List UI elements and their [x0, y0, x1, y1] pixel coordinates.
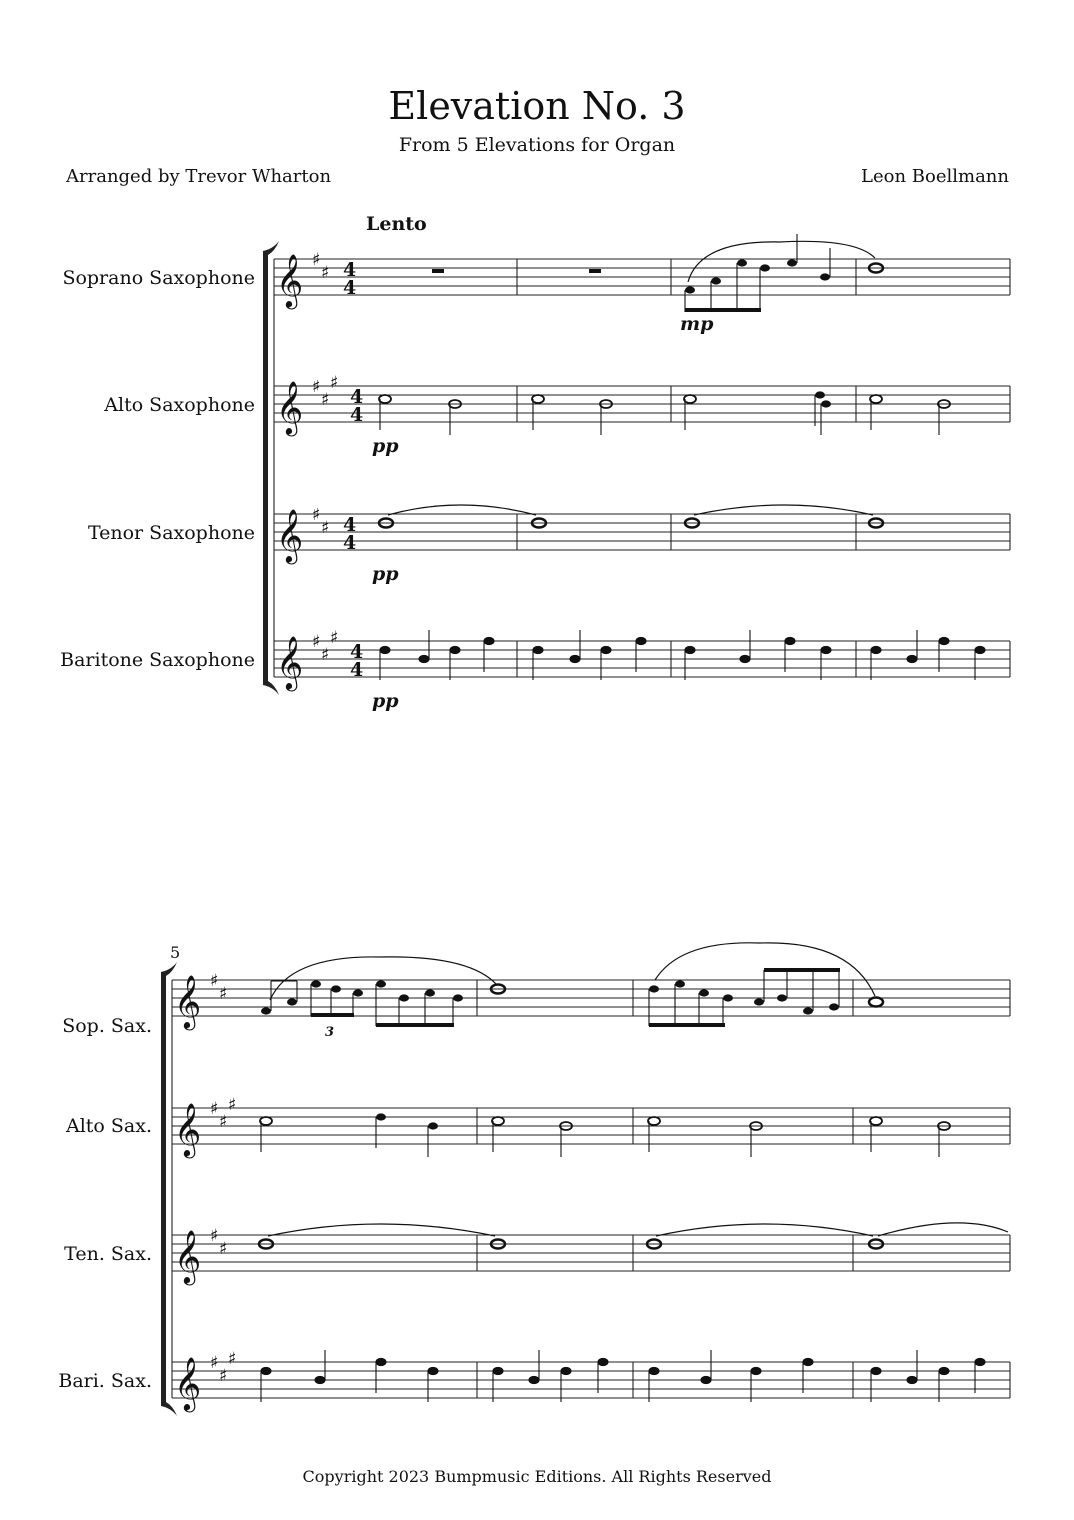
- time-sig-top: 4: [343, 514, 357, 536]
- svg-text:♯: ♯: [321, 645, 330, 665]
- dynamic-mp: mp: [680, 313, 714, 335]
- svg-text:♯: ♯: [219, 1239, 228, 1259]
- system-1: [274, 259, 1010, 677]
- svg-text:♯: ♯: [330, 373, 339, 393]
- soprano-notes-system-1: [432, 234, 883, 312]
- tempo-marking: Lento: [366, 213, 427, 235]
- score-subtitle: From 5 Elevations for Organ: [398, 134, 676, 156]
- key-signatures-system-2: [210, 971, 236, 1386]
- system-2: [172, 980, 1010, 1398]
- staff-tenor-2: [172, 1235, 1010, 1271]
- time-sig-bottom: 4: [343, 277, 357, 299]
- svg-text:♯: ♯: [312, 377, 321, 397]
- instrument-label-alto: Alto Saxophone: [104, 394, 255, 416]
- staff-soprano-2: [172, 980, 1010, 1016]
- time-sig-bottom: 4: [343, 532, 357, 554]
- tuplet-number: 3: [325, 1025, 335, 1040]
- svg-text:♯: ♯: [219, 984, 228, 1004]
- staff-alto: [274, 386, 1010, 422]
- treble-clefs-system-1: [276, 253, 303, 691]
- bracket-system-1: [263, 241, 279, 695]
- svg-text:♯: ♯: [321, 518, 330, 538]
- instrument-label-soprano: Soprano Saxophone: [62, 267, 255, 289]
- score-title: Elevation No. 3: [388, 84, 686, 128]
- svg-text:𝄞: 𝄞: [276, 253, 304, 307]
- instrument-label-baritone-short: Bari. Sax.: [58, 1370, 152, 1392]
- svg-text:𝄞: 𝄞: [174, 1356, 202, 1410]
- staff-soprano: [274, 259, 1010, 295]
- staff-alto-2: [172, 1108, 1010, 1144]
- svg-text:♯: ♯: [219, 1366, 228, 1386]
- svg-text:♯: ♯: [210, 1099, 219, 1119]
- time-sig-bottom: 4: [350, 659, 364, 681]
- svg-text:♯: ♯: [210, 1353, 219, 1373]
- svg-text:♯: ♯: [228, 1095, 237, 1115]
- svg-text:♯: ♯: [228, 1349, 237, 1369]
- instrument-label-baritone: Baritone Saxophone: [60, 649, 255, 671]
- instrument-label-tenor-short: Ten. Sax.: [64, 1243, 152, 1265]
- time-sig-bottom: 4: [350, 404, 364, 426]
- svg-text:♯: ♯: [210, 1226, 219, 1246]
- svg-text:♯: ♯: [210, 971, 219, 991]
- svg-text:♯: ♯: [219, 1112, 228, 1132]
- instrument-label-soprano-short: Sop. Sax.: [62, 1015, 152, 1037]
- key-signatures-system-1: [312, 250, 338, 665]
- time-sig-top: 4: [350, 641, 364, 663]
- svg-text:𝄞: 𝄞: [174, 1229, 202, 1283]
- svg-text:𝄞: 𝄞: [174, 1102, 202, 1156]
- svg-text:♯: ♯: [321, 390, 330, 410]
- svg-text:♯: ♯: [321, 263, 330, 283]
- barlines-system-1: [274, 259, 1010, 677]
- svg-text:♯: ♯: [312, 250, 321, 270]
- bracket-system-2: [161, 962, 177, 1416]
- tenor-notes-system-1: [379, 505, 883, 528]
- dynamic-pp: pp: [372, 690, 399, 712]
- svg-text:𝄞: 𝄞: [276, 635, 304, 689]
- time-sig-top: 4: [343, 259, 357, 281]
- barlines-system-2: [172, 980, 1010, 1398]
- svg-text:♯: ♯: [330, 628, 339, 648]
- dynamic-pp: pp: [372, 435, 399, 457]
- arranger-credit: Arranged by Trevor Wharton: [66, 166, 332, 187]
- baritone-notes-system-1: [380, 630, 985, 680]
- dynamic-pp: pp: [372, 563, 399, 585]
- svg-text:𝄞: 𝄞: [174, 974, 202, 1028]
- measure-number: 5: [170, 943, 181, 962]
- svg-text:♯: ♯: [312, 505, 321, 525]
- svg-text:𝄞: 𝄞: [276, 380, 304, 434]
- baritone-notes-system-2: [261, 1350, 985, 1402]
- instrument-label-alto-short: Alto Sax.: [65, 1115, 152, 1137]
- staff-baritone-2: [172, 1362, 1010, 1398]
- svg-text:♯: ♯: [312, 632, 321, 652]
- soprano-notes-system-2: [261, 943, 883, 1027]
- copyright-notice: Copyright 2023 Bumpmusic Editions. All Rights Reserved: [302, 1467, 772, 1486]
- instrument-label-tenor: Tenor Saxophone: [87, 522, 255, 544]
- composer-credit: Leon Boellmann: [861, 166, 1009, 187]
- time-signatures: [343, 259, 363, 681]
- svg-text:𝄞: 𝄞: [276, 508, 304, 562]
- treble-clefs-system-2: [174, 974, 201, 1412]
- time-sig-top: 4: [350, 386, 364, 408]
